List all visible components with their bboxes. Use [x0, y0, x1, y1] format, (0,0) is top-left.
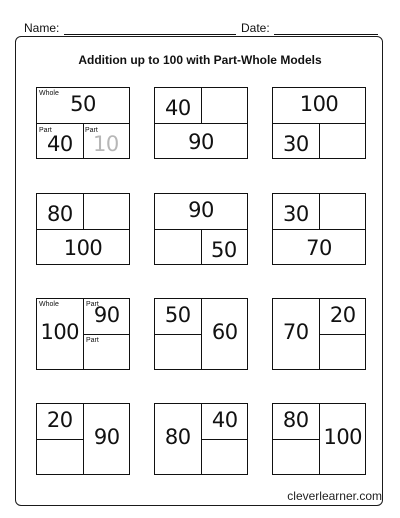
part-left-label: Part	[39, 126, 52, 134]
part-top-number: 20	[329, 303, 356, 327]
part-left-number: 30	[283, 202, 309, 226]
date-label: Date:	[241, 21, 270, 35]
part-top-label: Part	[86, 301, 99, 308]
part-whole-model	[272, 298, 366, 370]
name-label: Name:	[24, 21, 60, 35]
part-whole-model	[154, 298, 248, 370]
whole-number: 100	[323, 425, 363, 449]
part-whole-model	[272, 193, 366, 265]
part-whole-model	[154, 403, 248, 475]
part-bottom-label: Part	[86, 336, 99, 344]
part-whole-model	[36, 193, 130, 265]
part-whole-model	[272, 403, 366, 475]
part-left-number: 40	[47, 132, 73, 156]
worksheet-title: Addition up to 100 with Part-Whole Models	[78, 53, 322, 67]
site-footer: cleverlearner.com	[287, 489, 382, 503]
horizontal-divider	[155, 123, 247, 125]
horizontal-divider	[273, 439, 319, 441]
whole-number: 90	[188, 129, 214, 154]
part-right-number: 50	[211, 238, 237, 262]
whole-number: 60	[211, 320, 238, 344]
part-whole-model	[154, 87, 248, 159]
part-right-number: 10	[93, 132, 119, 156]
vertical-divider	[83, 124, 85, 159]
horizontal-divider	[155, 334, 201, 336]
whole-number: 100	[299, 92, 339, 116]
part-left-number: 40	[165, 96, 191, 120]
whole-number: 90	[93, 425, 120, 449]
whole-number: 50	[70, 92, 96, 116]
part-left-number: 30	[283, 132, 309, 156]
part-whole-model	[36, 403, 130, 475]
vertical-divider	[83, 194, 85, 229]
whole-number: 100	[63, 235, 103, 260]
part-right-label: Part	[85, 126, 98, 134]
horizontal-divider	[84, 334, 130, 336]
vertical-divider	[201, 230, 203, 265]
horizontal-divider	[320, 334, 366, 336]
date-line	[274, 34, 378, 35]
whole-label: Whole	[39, 301, 59, 308]
whole-label: Whole	[39, 90, 59, 97]
whole-number: 90	[188, 198, 214, 222]
part-top-number: 40	[211, 408, 238, 432]
part-whole-model	[36, 87, 130, 159]
name-line	[64, 34, 236, 35]
vertical-divider	[319, 194, 321, 229]
part-top-number: 20	[46, 408, 73, 432]
whole-number: 100	[40, 320, 80, 344]
part-whole-model	[36, 298, 130, 370]
part-top-number: 80	[282, 408, 309, 432]
part-whole-model	[154, 193, 248, 265]
horizontal-divider	[273, 229, 365, 231]
vertical-divider	[319, 124, 321, 159]
part-left-number: 80	[47, 202, 73, 226]
whole-number: 70	[306, 235, 332, 260]
part-whole-model	[272, 87, 366, 159]
horizontal-divider	[37, 229, 129, 231]
whole-number: 80	[164, 425, 191, 449]
horizontal-divider	[202, 439, 248, 441]
whole-number: 70	[282, 320, 309, 344]
part-top-number: 50	[164, 303, 191, 327]
horizontal-divider	[37, 439, 83, 441]
vertical-divider	[201, 88, 203, 123]
part-top-number: 90	[93, 303, 120, 327]
